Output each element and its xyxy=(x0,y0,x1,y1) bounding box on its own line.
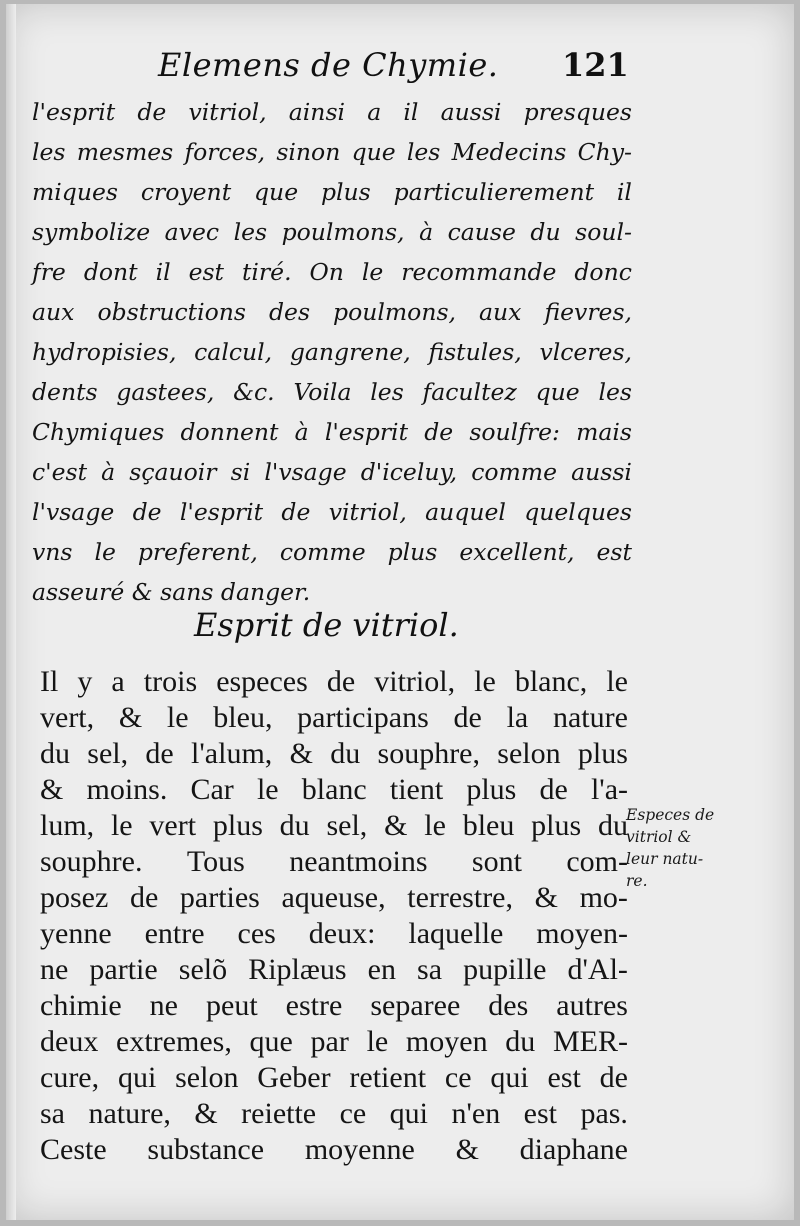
margin-note-line: Especes de xyxy=(626,806,715,824)
text-line: fre dont il est tiré. On le recommande donc xyxy=(32,258,632,286)
text-line: c'est à sçauoir si l'vsage d'iceluy, comme aussi xyxy=(32,458,632,486)
text-line: l'vsage de l'esprit de vitriol, auquel quelques xyxy=(32,498,632,526)
margin-note xyxy=(626,804,736,892)
text-line: Chymiques donnent à l'esprit de soulfre: mais xyxy=(32,418,632,446)
text-line: dents gastees, &c. Voila les facultez que les xyxy=(32,378,632,406)
margin-note-line: leur natu- xyxy=(626,850,704,868)
margin-note-line: vitriol & xyxy=(626,828,692,846)
text-line: Il y a trois especes de vitriol, le blanc, le xyxy=(40,665,628,698)
text-line: deux extremes, que par le moyen du MER- xyxy=(40,1025,628,1058)
roman-paragraph xyxy=(40,664,628,1168)
text-line: souphre. Tous neantmoins sont com- xyxy=(40,845,628,878)
text-line: ne partie selõ Riplæus en sa pupille d'Al- xyxy=(40,953,628,986)
text-line: l'esprit de vitriol, ainsi a il aussi presques xyxy=(32,98,632,126)
text-line: du sel, de l'alum, & du souphre, selon plus xyxy=(40,737,628,770)
italic-paragraph xyxy=(32,92,632,612)
text-line: symbolize avec les poulmons, à cause du soul- xyxy=(32,218,632,246)
page-gutter-shadow xyxy=(6,4,16,1220)
text-line: posez de parties aqueuse, terrestre, & mo- xyxy=(40,881,628,914)
section-heading: Esprit de vitriol. xyxy=(194,606,459,644)
page-header xyxy=(6,44,794,94)
text-line: Ceste substance moyenne & diaphane xyxy=(40,1133,628,1166)
text-line: asseuré & sans danger. xyxy=(32,578,311,606)
text-line: hydropisies, calcul, gangrene, fistules, vlceres, xyxy=(32,338,632,366)
text-line: chimie ne peut estre separee des autres xyxy=(40,989,628,1022)
text-line: lum, le vert plus du sel, & le bleu plus du xyxy=(40,809,628,842)
text-line: aux obstructions des poulmons, aux fievres, xyxy=(32,298,632,326)
text-line: cure, qui selon Geber retient ce qui est de xyxy=(40,1061,628,1094)
text-line: miques croyent que plus particulierement il xyxy=(32,178,632,206)
text-line: sa nature, & reiette ce qui n'en est pas. xyxy=(40,1097,628,1130)
text-line: & moins. Car le blanc tient plus de l'a- xyxy=(40,773,628,806)
text-line: les mesmes forces, sinon que les Medecins Chy- xyxy=(32,138,632,166)
running-title: Elemens de Chymie. xyxy=(158,46,499,84)
page-number: 121 xyxy=(562,46,629,84)
text-line: vert, & le bleu, participans de la nature xyxy=(40,701,628,734)
text-line: vns le preferent, comme plus excellent, est xyxy=(32,538,632,566)
book-page xyxy=(6,4,794,1220)
text-line: yenne entre ces deux: laquelle moyen- xyxy=(40,917,628,950)
margin-note-line: re. xyxy=(626,872,648,890)
